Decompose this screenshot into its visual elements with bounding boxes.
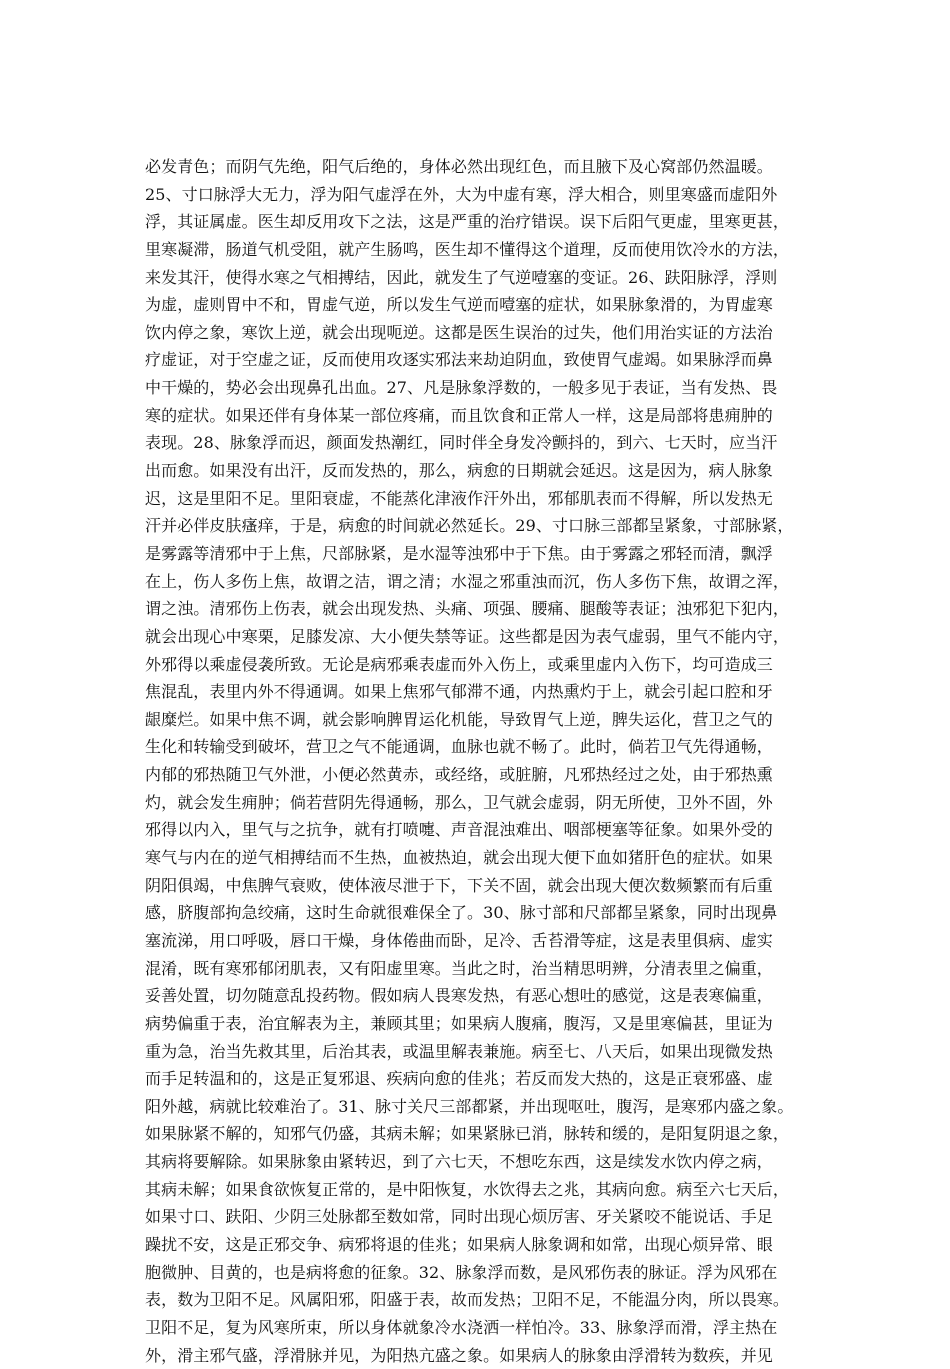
text-line: 卫阳不足，复为风寒所束，所以身体就象冷水浇洒一样怕冷。33、脉象浮而滑，浮主热在 — [145, 1317, 778, 1337]
text-line: 塞流涕，用口呼吸，唇口干燥，身体倦曲而卧，足冷、舌苔滑等症，这是表里俱病、虚实 — [145, 930, 773, 950]
text-line: 内郁的邪热随卫气外泄，小便必然黄赤，或经络，或脏腑，凡邪热经过之处，由于邪热熏 — [145, 765, 773, 785]
text-line: 谓之浊。清邪伤上伤表，就会出现发热、头痛、项强、腰痛、腿酸等表证；浊邪犯下犯内， — [145, 599, 790, 619]
text-line: 龈糜烂。如果中焦不调，就会影响脾胃运化机能，导致胃气上逆，脾失运化，营卫之气的 — [145, 709, 773, 729]
text-line: 25、寸口脉浮大无力，浮为阳气虚浮在外，大为中虚有寒，浮大相合，则里寒盛而虚阳外 — [145, 184, 778, 204]
text-line: 焦混乱，表里内外不得通调。如果上焦邪气郁滞不通，内热熏灼于上，就会引起口腔和牙 — [145, 682, 773, 702]
text-line: 疗虚证，对于空虚之证，反而使用攻逐实邪法来劫迫阴血，致使胃气虚竭。如果脉浮而鼻 — [145, 350, 773, 370]
text-line: 如果寸口、趺阳、少阴三处脉都至数如常，同时出现心烦厉害、牙关紧咬不能说话、手足 — [145, 1207, 773, 1227]
text-line: 躁扰不安，这是正邪交争、病邪将退的佳兆；如果病人脉象调和如常，出现心烦异常、眼 — [145, 1234, 773, 1254]
text-line: 胞微肿、目黄的，也是病将愈的征象。32、脉象浮而数，是风邪伤表的脉证。浮为风邪在 — [145, 1262, 778, 1282]
text-line: 中干燥的，势必会出现鼻孔出血。27、凡是脉象浮数的，一般多见于表证，当有发热、畏 — [145, 378, 778, 398]
text-line: 邪得以内入，里气与之抗争，就有打喷嚏、声音混浊难出、咽部梗塞等征象。如果外受的 — [145, 820, 773, 840]
text-line: 生化和转输受到破坏，营卫之气不能通调，血脉也就不畅了。此时，倘若卫气先得通畅， — [145, 737, 773, 757]
text-line: 就会出现心中寒栗，足膝发凉、大小便失禁等证。这些都是因为表气虚弱，里气不能内守， — [145, 626, 790, 646]
text-line: 在上，伤人多伤上焦，故谓之洁，谓之清；水湿之邪重浊而沉，伤人多伤下焦，故谓之浑， — [145, 571, 790, 591]
text-line: 阴阳俱竭，中焦脾气衰败，使体液尽泄于下，下关不固，就会出现大便次数频繁而有后重 — [145, 875, 773, 895]
text-line: 迟，这是里阳不足。里阳衰虚，不能蒸化津液作汗外出，邪郁肌表而不得解，所以发热无 — [145, 488, 773, 508]
text-line: 寒气与内在的逆气相搏结而不生热，血被热迫，就会出现大便下血如猪肝色的症状。如果 — [145, 848, 773, 868]
text-line: 必发青色；而阴气先绝，阳气后绝的，身体必然出现红色，而且腋下及心窝部仍然温暖。 — [145, 157, 773, 176]
text-line: 表，数为卫阳不足。风属阳邪，阳盛于表，故而发热；卫阳不足，不能温分肉，所以畏寒。 — [145, 1290, 790, 1310]
text-line: 而手足转温和的，这是正复邪退、疾病向愈的佳兆；若反而发大热的，这是正衰邪盛、虚 — [145, 1069, 773, 1089]
text-line: 外，滑主邪气盛，浮滑脉并见，为阳热亢盛之象。如果病人的脉象由浮滑转为数疾，并见 — [145, 1345, 773, 1365]
text-line: 灼，就会发生痈肿；倘若营阴先得通畅，那么，卫气就会虚弱，阴无所使，卫外不固，外 — [145, 792, 773, 812]
text-line: 妥善处置，切勿随意乱投药物。假如病人畏寒发热，有恶心想吐的感觉，这是表寒偏重， — [145, 986, 773, 1006]
text-line: 是雾露等清邪中于上焦，尺部脉紧，是水湿等浊邪中于下焦。由于雾露之邪轻而清，飘浮 — [145, 543, 773, 563]
text-line: 混淆，既有寒邪郁闭肌表，又有阳虚里寒。当此之时，治当精思明辨，分清表里之偏重， — [145, 958, 773, 978]
text-line: 表现。28、脉象浮而迟，颜面发热潮红，同时伴全身发冷颤抖的，到六、七天时，应当汗 — [145, 433, 778, 453]
text-line: 病势偏重于表，治宜解表为主，兼顾其里；如果病人腹痛，腹泻，又是里寒偏甚，里证为 — [145, 1013, 773, 1033]
text-line: 如果脉紧不解的，知邪气仍盛，其病未解；如果紧脉已消，脉转和缓的，是阳复阴退之象， — [145, 1124, 790, 1144]
text-line: 饮内停之象，寒饮上逆，就会出现呃逆。这都是医生误治的过失，他们用治实证的方法治 — [145, 322, 773, 342]
text-line: 里寒凝滞，肠道气机受阻，就产生肠鸣，医生却不懂得这个道理，反而使用饮冷水的方法， — [145, 239, 790, 259]
text-line: 外邪得以乘虚侵袭所致。无论是病邪乘表虚而外入伤上，或乘里虚内入伤下，均可造成三 — [145, 654, 773, 674]
text-line: 重为急，治当先救其里，后治其表，或温里解表兼施。病至七、八天后，如果出现微发热 — [145, 1041, 773, 1061]
text-line: 汗并必伴皮肤瘙痒，于是，病愈的时间就必然延长。29、寸口脉三部都呈紧象，寸部脉紧， — [145, 516, 794, 536]
text-line: 其病未解；如果食欲恢复正常的，是中阳恢复，水饮得去之兆，其病向愈。病至六七天后， — [145, 1179, 790, 1199]
text-line: 来发其汗，使得水寒之气相搏结，因此，就发生了气逆噎塞的变证。26、趺阳脉浮，浮则 — [145, 267, 778, 287]
text-line: 为虚，虚则胃中不和，胃虚气逆，所以发生气逆而噎塞的症状，如果脉象滑的，为胃虚寒 — [145, 295, 773, 315]
body-text — [145, 153, 825, 1369]
text-line: 感，脐腹部拘急绞痛，这时生命就很难保全了。30、脉寸部和尺部都呈紧象，同时出现鼻 — [145, 903, 778, 923]
text-line: 出而愈。如果没有出汗，反而发热的，那么，病愈的日期就会延迟。这是因为，病人脉象 — [145, 461, 773, 481]
text-line: 寒的症状。如果还伴有身体某一部位疼痛，而且饮食和正常人一样，这是局部将患痈肿的 — [145, 405, 773, 425]
text-line: 其病将要解除。如果脉象由紧转迟，到了六七天，不想吃东西，这是续发水饮内停之病， — [145, 1152, 773, 1172]
text-line: 浮，其证属虚。医生却反用攻下之法，这是严重的治疗错误。误下后阳气更虚，里寒更甚， — [145, 212, 790, 232]
text-line: 阳外越，病就比较难治了。31、脉寸关尺三部都紧，并出现呕吐，腹泻，是寒邪内盛之象。 — [145, 1096, 794, 1116]
